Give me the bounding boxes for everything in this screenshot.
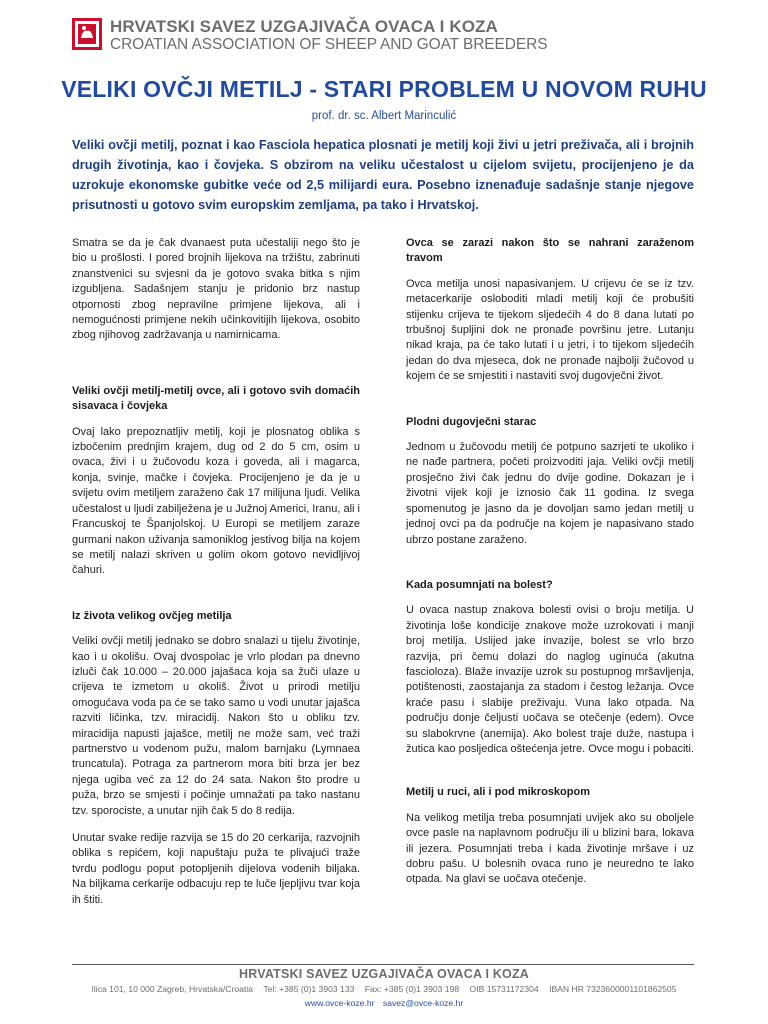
right-column	[406, 236, 694, 900]
paragraph: Veliki ovčji metilj jednako se dobro snalazi u tijelu životinje, kao i u okolišu. Ovaj dvospolac je vrlo plodan pa dnevno izluči čak 10.000 – 20.000 jajašaca koja sa žuči ulaze u crijeva te izmetom u okoliš. Život u prirodi metilju omogućava voda pa će se tako samo u vodi unutar jajašca razviti ličinka, tzv. miracidij. Nakon što u obliku tzv. miracidija napusti jajašce, metilj ne može sam, već traži partnerstvo u vodenom pužu, malom barnjaku (Lymnaea truncatula). Potraga za partnerom mora biti brza jer bez njega ugiba već za 12 do 24 sata. Nakon što prodre u puža, brzo se smjesti i počinje umnažati pa tako nastanu tzv. sporociste, a unutar njih čak 5 do 8 redija.	[72, 635, 360, 817]
footer-oib: OIB 15731172304	[469, 984, 539, 994]
footer-address: Ilica 101, 10 000 Zagreb, Hrvatska/Croatia	[91, 984, 253, 994]
paragraph: Ovca metilja unosi napasivanjem. U crijevu će se iz tzv. metacerkarije osloboditi mladi metilj koji će probušiti stijenku crijeva te tijekom sljedećih 4 do 8 dana lutati po trbušnoj šupljini dok ne pronađe površinu jetre. Lutanju nikad kraja, pa će tako lutati i u jetri, i to tijekom sljedećih jedan do dva mjeseca, dok ne pronađe najbolji žučovod u kojem će se smjestiti i nastaviti svoj dugovječni život.	[406, 277, 694, 383]
section-heading: Iz života velikog ovčjeg metilja	[72, 609, 232, 622]
section-heading: Veliki ovčji metilj-metilj ovce, ali i gotovo svih domaćih sisavaca i čovjeka	[72, 384, 360, 413]
footer-links	[0, 998, 768, 1008]
footer-contact-line	[0, 984, 768, 994]
paragraph: Smatra se da je čak dvanaest puta učestaliji nego što je bio u prošlosti. I pored brojnih lijekova na tržištu, zabrinuti znanstvenici su svjesni da je gotovo svaka bitka s njim izgubljena. Sadašnjem stanju je pridonio brz nastup otpornosti zbog nepravilne primjene lijekova, ali i nemogućnosti primjene nekih učinkovitijih lijekova, osobito zbog njihovog zadržavanja u namirnicama.	[72, 237, 360, 342]
article-author: prof. dr. sc. Albert Marinculić	[311, 110, 457, 122]
footer-divider	[72, 964, 694, 965]
section-heading: Plodni dugovječni starac	[406, 415, 537, 428]
paragraph: U ovaca nastup znakova bolesti ovisi o broju metilja. U životinja loše kondicije znakove može uzrokovati i manji broj metilja. Uslijed jake invazije, bolest se vrlo brzo razvija, pri čemu dolazi do naglog uginuća (akutna fascioloza). Blaže invazije uzrok su postupnog mršavljenja, potištenosti, zaostajanja za stadom i čestog ležanja. Ovce kraće pasu i slabije preživaju. Vuna lako otpada. Na području donje čeljusti uočava se otečenje (edem). Ovce su slabokrvne (anemija). Ako bolest traje duže, nastupa i žutica kao posljedica oštećenja jetre. Ovce mogu i pobaciti.	[406, 604, 694, 755]
left-column	[72, 236, 360, 920]
org-name-hr: HRVATSKI SAVEZ UZGAJIVAČA OVACA I KOZA	[110, 17, 498, 36]
paragraph: Na velikog metilja treba posumnjati uvijek ako su oboljele ovce pasle na naplavnom području ili u blizini bara, lokava ili jezera. Posumnjati treba i kada životinje mršave i uz dobru pašu. U bolesnih ovaca runo je neuredno te lako otpada. Na glavi se uočava otečenje.	[406, 811, 694, 886]
letterhead	[72, 16, 548, 54]
footer-iban: IBAN HR 7323600001101862505	[549, 984, 677, 994]
association-logo	[72, 18, 102, 50]
article-intro: Veliki ovčji metilj, poznat i kao Fasciola hepatica plosnati je metilj koji živi u jetri preživača, ali i brojnih drugih životinja, kao i čovjeka. S obzirom na veliku učestalost u cijelom svijetu, procijenjeno je da uzrokuje ekonomske gubitke veće od 2,5 milijardi eura. Posebno iznenađuje sadašnje stanje njegove prisutnosti u gotovo svim europskim zemljama, pa tako i Hrvatskoj.	[72, 138, 694, 212]
paragraph: Ovaj lako prepoznatljiv metilj, koji je plosnatog oblika s izbočenim prednjim krajem, dug od 2 do 5 cm, osim u ovaca, živi i u žučovodu koza i goveda, ali i magarca, konja, svinje, mačke i čovjeka. Procijenjeno je da je u svijetu ovim metiljem zaraženo čak 17 milijuna ljudi. Velika učestalost u ljudi zabilježena je u Južnoj Americi, Iranu, ali i Francuskoj te Španjolskoj. U Europi se metiljem zaraze gurmani nakon uživanja samoniklog jestivog bilja na kojem se metilj nalazi skriven u golim okom gotovo nevidljivoj čahuri.	[72, 425, 360, 577]
section-heading: Kada posumnjati na bolest?	[406, 578, 553, 591]
footer-website-link[interactable]: www.ovce-koze.hr	[304, 998, 375, 1008]
footer-email-link[interactable]: savez@ovce-koze.hr	[382, 998, 464, 1008]
section-heading: Metilj u ruci, ali i pod mikroskopom	[406, 786, 590, 799]
article-title: VELIKI OVČJI METILJ - STARI PROBLEM U NOVOM RUHU	[61, 76, 707, 102]
footer-org-name: HRVATSKI SAVEZ UZGAJIVAČA OVACA I KOZA	[238, 967, 530, 981]
paragraph: Unutar svake redije razvija se 15 do 20 cerkarija, razvojnih oblika s repićem, koji napuštaju puža te plivajući traže tvrdu podlogu poput potopljenih dijelova vodenih biljaka. Na biljkama cerkarije odbacuju rep te luče ljepljivu tvar koja ih štiti.	[72, 832, 360, 906]
footer-fax: Fax: +385 (0)1 3903 198	[364, 984, 460, 994]
org-name-en: CROATIAN ASSOCIATION OF SHEEP AND GOAT BREEDERS	[110, 36, 548, 53]
section-heading: Ovca se zarazi nakon što se nahrani zaraženom travom	[406, 237, 694, 265]
paragraph: Jednom u žučovodu metilj će potpuno sazrjeti te ukoliko i ne nađe partnera, početi proizvoditi jaja. Veliki ovčji metilj prosječno živi čak jednu do dvije godine. Dokazan je i životni vijek koji je iznosio čak 11 godina. Iz svega spomenutog je jasno da je dovoljan samo jedan metilj u jednoj ovci pa da područje na kojem je napasivano stado ubrzo postane zaraženo.	[406, 441, 694, 546]
footer-tel: Tel: +385 (0)1 3903 133	[263, 984, 355, 994]
